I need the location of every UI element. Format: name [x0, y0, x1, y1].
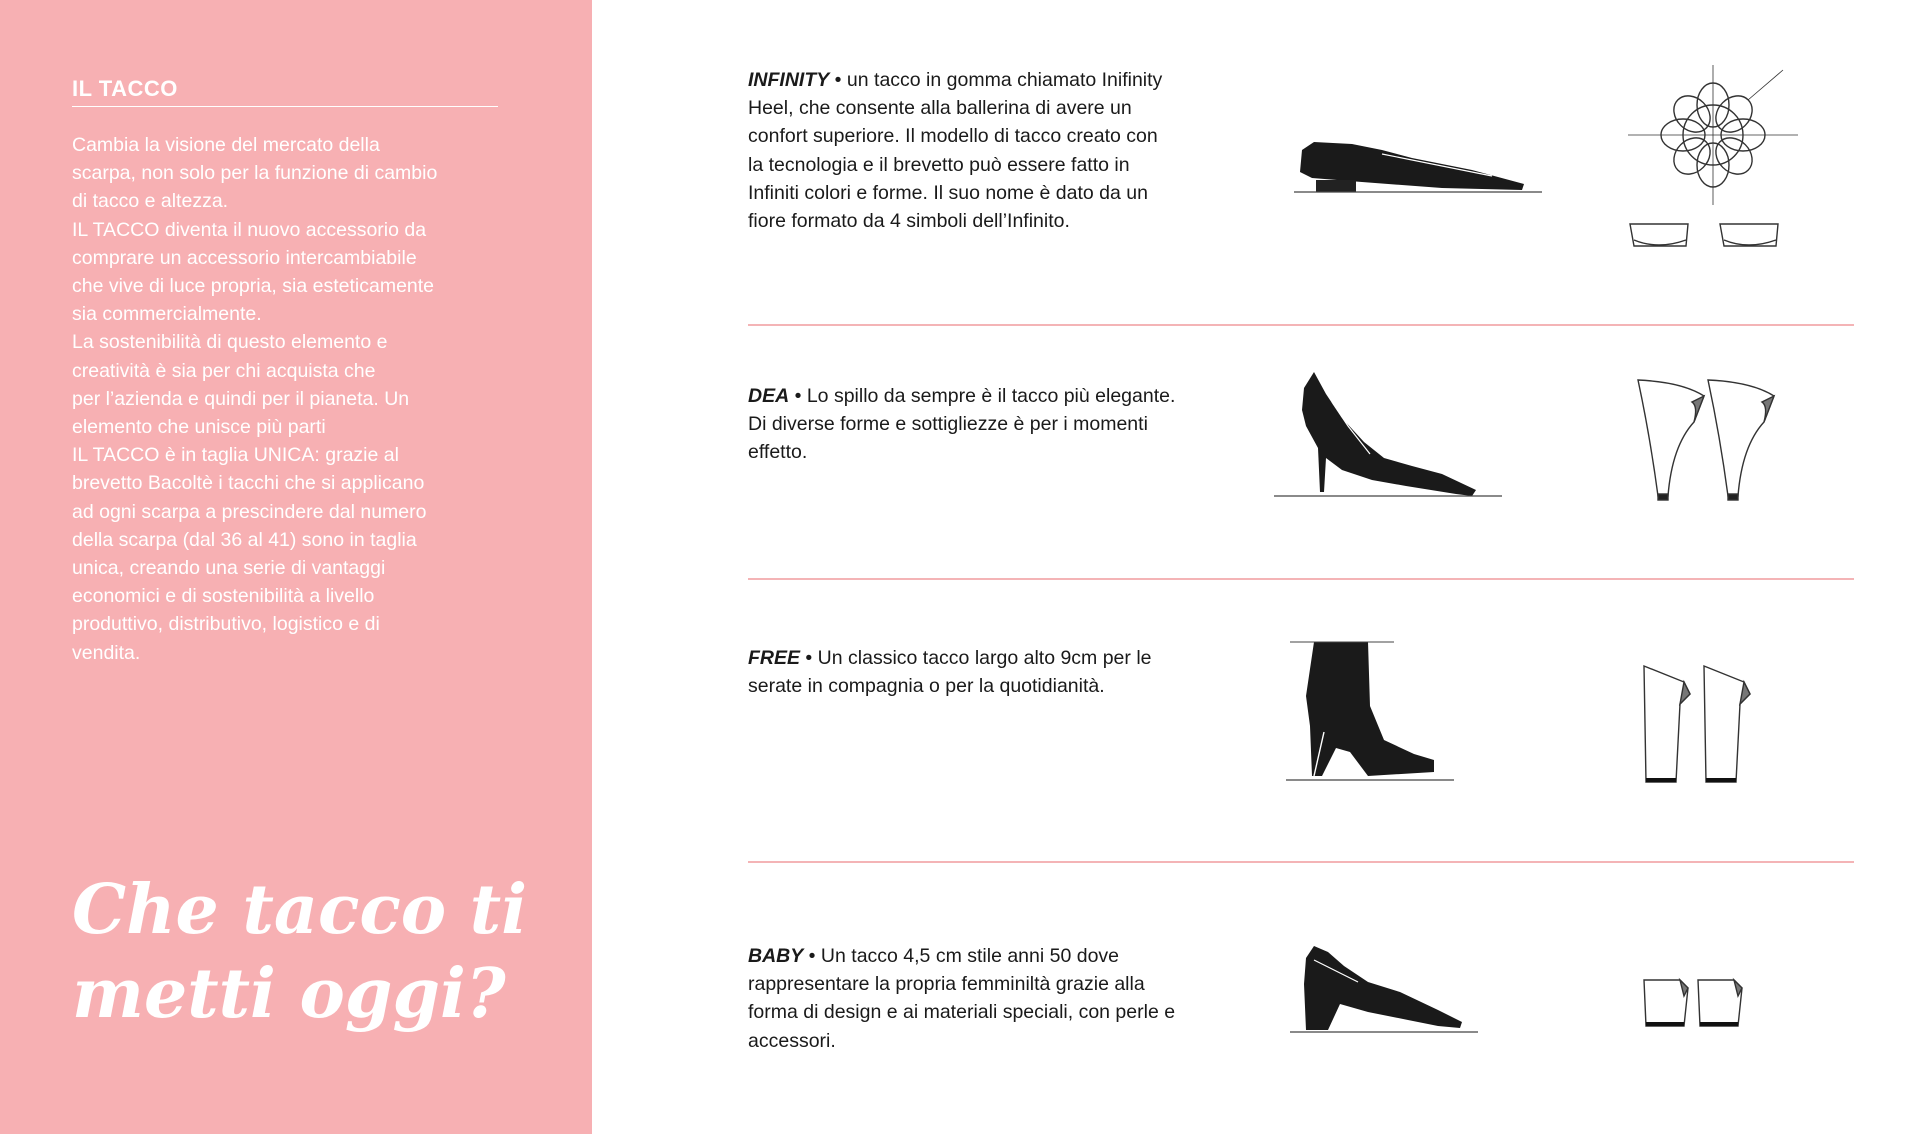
heel-name: DEA — [748, 385, 790, 407]
pump-shoe-drawing — [1288, 936, 1488, 1036]
heel-description — [748, 644, 1178, 700]
heel-name: INFINITY — [748, 69, 830, 91]
row-divider — [748, 578, 1854, 580]
ballerina-shoe-drawing — [1292, 120, 1552, 210]
stiletto-shoe-drawing — [1272, 366, 1522, 506]
heel-description — [748, 382, 1178, 467]
stiletto-heel-sketch — [1632, 376, 1782, 512]
ankle-boot-drawing — [1284, 636, 1464, 802]
row-divider — [748, 861, 1854, 863]
section-heading: IL TACCO — [72, 76, 498, 107]
heel-text: • Un classico tacco largo alto 9cm per le serate in compagnia o per la quotidianità. — [748, 647, 1152, 698]
heel-description — [748, 942, 1178, 1055]
row-divider — [748, 324, 1854, 326]
heel-text: • Lo spillo da sempre è il tacco più elegante. Di diverse forme e sottigliezze è per i momenti effetto. — [748, 385, 1176, 464]
heel-name: FREE — [748, 647, 801, 669]
heel-description — [748, 66, 1178, 235]
section-body-text: Cambia la visione del mercato della scarpa, non solo per la funzione di cambio di tacco e altezza. IL TACCO diventa il nuovo accessorio da comprare un accessorio intercambiabile che vive di luce propria, sia esteticamente sia commercialmente. La sostenibilità di questo elemento e creatività è sia per chi acquista che per l’azienda e quindi per il pianeta. Un elemento che unisce più parti IL TACCO è in taglia UNICA: grazie al brevetto Bacoltè i tacchi che si applicano ad ogni scarpa a prescindere dal numero della scarpa (dal 36 al 41) sono in taglia unica, creando una serie di vantaggi economici e di sostenibilità a livello produttivo, distributivo, logistico e di vendita. — [72, 134, 438, 664]
heel-text: • Un tacco 4,5 cm stile anni 50 dove rappresentare la propria femminiltà grazie alla forma di design e ai materiali speciali, con perle e accessori. — [748, 945, 1176, 1052]
heel-name: BABY — [748, 945, 804, 967]
sidebar — [0, 0, 592, 1134]
tagline-question: Che tacco ti metti oggi? — [72, 870, 528, 1034]
heel-text: • un tacco in gomma chiamato Inifinity Heel, che consente alla ballerina di avere un confort superiore. Il modello di tacco creato con la tecnologia e il brevetto può essere fatto in Infiniti colori e forme. Il suo nome è dato da un fiore formato da 4 simboli dell’Infinito. — [748, 69, 1163, 233]
low-heel-sketch — [1640, 960, 1780, 1040]
heel-catalog — [592, 0, 1920, 1134]
infinity-flower-heel-sketch — [1618, 60, 1808, 260]
block-heel-sketch — [1640, 660, 1780, 790]
